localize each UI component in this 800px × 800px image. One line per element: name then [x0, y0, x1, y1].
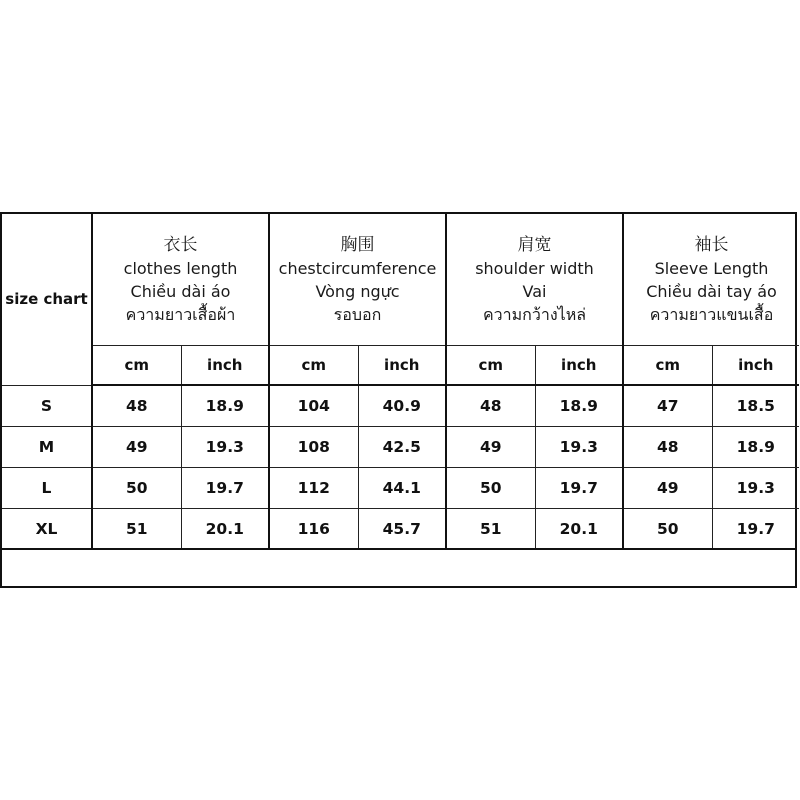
group-label-vi: Vòng ngực	[315, 281, 400, 301]
table-cell: 49	[446, 427, 535, 468]
group-label-vi: Vai	[522, 281, 547, 301]
table-cell: 42.5	[358, 427, 446, 468]
table-cell: 18.5	[712, 385, 799, 427]
table-cell: 20.1	[535, 509, 623, 550]
group-label-vi: Chiều dài áo	[130, 281, 231, 301]
table-cell: 19.7	[181, 468, 269, 509]
table-cell: 48	[623, 427, 712, 468]
table-cell: 48	[446, 385, 535, 427]
size-label: M	[2, 427, 92, 468]
table-cell: 50	[92, 468, 181, 509]
group-label-th: ความยาวแขนเสื้อ	[649, 304, 774, 324]
table-cell: 48	[92, 385, 181, 427]
table-cell: 19.3	[181, 427, 269, 468]
table-cell: 50	[446, 468, 535, 509]
size-label: XL	[2, 509, 92, 550]
group-label-zh: 胸围	[340, 234, 375, 255]
group-header-shoulder-width	[446, 214, 623, 346]
table-row	[2, 468, 799, 509]
table-cell: 19.3	[535, 427, 623, 468]
unit-header-inch: inch	[712, 346, 799, 386]
table-cell: 19.7	[535, 468, 623, 509]
table-cell: 40.9	[358, 385, 446, 427]
table-cell: 116	[269, 509, 358, 550]
group-label-vi: Chiều dài tay áo	[646, 281, 777, 301]
table-footer-divider	[2, 548, 795, 550]
group-header-sleeve-length	[623, 214, 799, 346]
group-label-en: shoulder width	[475, 258, 594, 278]
unit-header-inch: inch	[358, 346, 446, 386]
table-cell: 18.9	[712, 427, 799, 468]
size-chart-table	[2, 214, 799, 549]
table-cell: 49	[623, 468, 712, 509]
group-label-th: รอบอก	[333, 304, 382, 324]
unit-header-cm: cm	[92, 346, 181, 386]
group-label-en: Sleeve Length	[654, 258, 769, 278]
group-label-en: clothes length	[123, 258, 238, 278]
group-label-en: chestcircumference	[278, 258, 437, 278]
group-header-chest-circumference	[269, 214, 446, 346]
table-cell: 108	[269, 427, 358, 468]
group-label-zh: 袖长	[694, 234, 729, 255]
size-chart-corner-label: size chart	[2, 214, 92, 385]
table-cell: 18.9	[535, 385, 623, 427]
unit-header-cm: cm	[446, 346, 535, 386]
unit-header-cm: cm	[269, 346, 358, 386]
table-cell: 49	[92, 427, 181, 468]
unit-header-inch: inch	[181, 346, 269, 386]
table-cell: 19.3	[712, 468, 799, 509]
table-cell: 20.1	[181, 509, 269, 550]
unit-header-cm: cm	[623, 346, 712, 386]
group-label-th: ความกว้างไหล่	[482, 304, 587, 324]
group-label-zh: 肩宽	[517, 234, 552, 255]
size-label: S	[2, 385, 92, 427]
table-row	[2, 427, 799, 468]
table-cell: 44.1	[358, 468, 446, 509]
table-cell: 51	[92, 509, 181, 550]
group-label-th: ความยาวเสื้อผ้า	[125, 304, 236, 324]
group-label-zh: 衣长	[163, 234, 198, 255]
group-header-clothes-length	[92, 214, 269, 346]
table-cell: 50	[623, 509, 712, 550]
table-row	[2, 509, 799, 550]
table-cell: 112	[269, 468, 358, 509]
table-cell: 47	[623, 385, 712, 427]
table-cell: 45.7	[358, 509, 446, 550]
table-cell: 18.9	[181, 385, 269, 427]
table-cell: 104	[269, 385, 358, 427]
table-cell: 51	[446, 509, 535, 550]
size-label: L	[2, 468, 92, 509]
table-cell: 19.7	[736, 520, 775, 538]
table-row	[2, 385, 799, 427]
unit-header-inch: inch	[535, 346, 623, 386]
size-chart-frame	[0, 212, 797, 588]
